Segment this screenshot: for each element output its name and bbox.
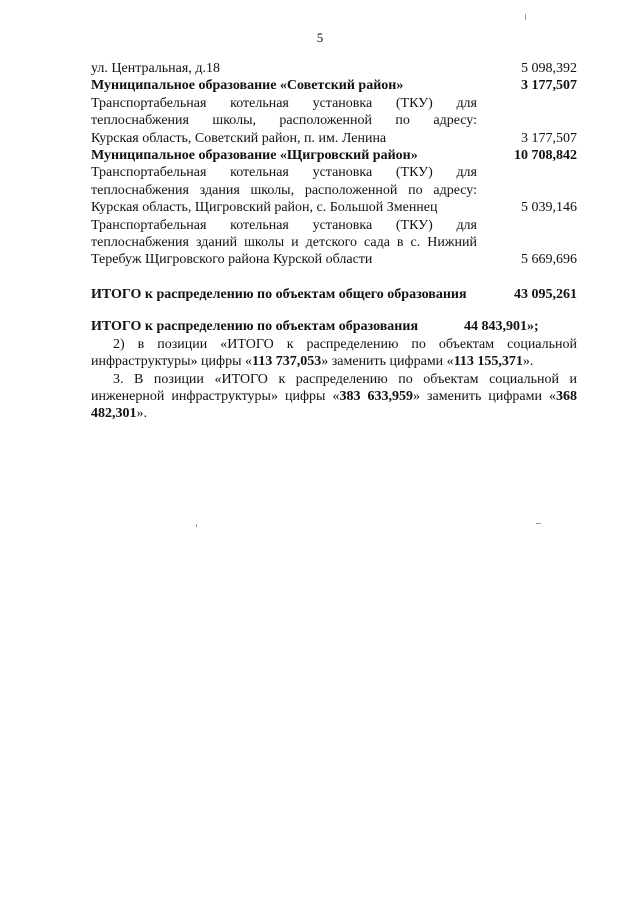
paragraph-text: 3. В позиции «ИТОГО к распределению по объектам социальной и инженерной инфраструктуры» цифры «	[91, 371, 577, 404]
table-row	[91, 60, 577, 77]
total-amount: 43 095,261	[514, 286, 577, 302]
paragraph-text: » заменить цифрами «	[413, 388, 556, 404]
row-label: Транспортабельная котельная установка (ТКУ) для теплоснабжения школы, расположенной по адресу:	[91, 95, 477, 129]
row-label: Курская область, Щигровский район, с. Большой Зменнец	[91, 200, 438, 216]
row-amount: 3 177,507	[521, 130, 577, 146]
paragraph-2	[91, 336, 577, 371]
row-amount: 10 708,842	[514, 148, 577, 164]
row-label: ул. Центральная, д.18	[91, 61, 220, 76]
row-label: Транспортабельная котельная установка (ТКУ) для теплоснабжения зданий школы и детского сада в с. Нижний Теребуж Щигровского района Курской области	[91, 217, 477, 268]
old-value: 113 737,053	[252, 354, 322, 370]
table-row-municipality	[91, 147, 577, 164]
new-value: 113 155,371	[453, 354, 523, 370]
row-label: Муниципальное образование «Советский район»	[91, 78, 404, 94]
total-general-education	[91, 286, 577, 303]
total-label: ИТОГО к распределению по объектам общего образования	[91, 286, 467, 302]
table-row-municipality	[91, 77, 577, 94]
total-amount: 44 843,901»;	[464, 319, 539, 335]
row-label: Транспортабельная котельная установка (ТКУ) для теплоснабжения здания школы, расположенной по адресу:	[91, 165, 477, 198]
old-value: 383 633,959	[339, 388, 413, 404]
total-label: ИТОГО к распределению по объектам образования	[91, 319, 419, 335]
document-body	[91, 60, 577, 423]
table-row	[91, 217, 577, 269]
new-value: 368 482,301	[91, 388, 577, 422]
table-row	[91, 95, 577, 130]
table-row	[91, 199, 577, 216]
scan-mark	[196, 524, 197, 527]
table-row	[91, 130, 577, 147]
row-label: Муниципальное образование «Щигровский район»	[91, 148, 418, 164]
paragraph-3	[91, 371, 577, 423]
page-number: 5	[316, 30, 324, 45]
row-amount: 5 669,696	[521, 252, 577, 268]
table-row	[91, 164, 577, 199]
paragraph-text: ».	[522, 354, 534, 370]
row-amount: 5 098,392	[521, 61, 577, 76]
row-label: Курская область, Советский район, п. им. Ленина	[91, 130, 387, 146]
paragraph-text: » заменить цифрами «	[321, 354, 454, 370]
scan-mark	[536, 523, 541, 524]
paragraph-text: ».	[136, 406, 147, 422]
total-education	[91, 318, 577, 335]
row-amount: 5 039,146	[521, 200, 577, 216]
paragraph-text: 2) в позиции «ИТОГО к распределению по объектам социальной инфраструктуры» цифры «	[91, 336, 577, 370]
row-amount: 3 177,507	[521, 78, 577, 94]
scan-mark	[525, 14, 526, 20]
